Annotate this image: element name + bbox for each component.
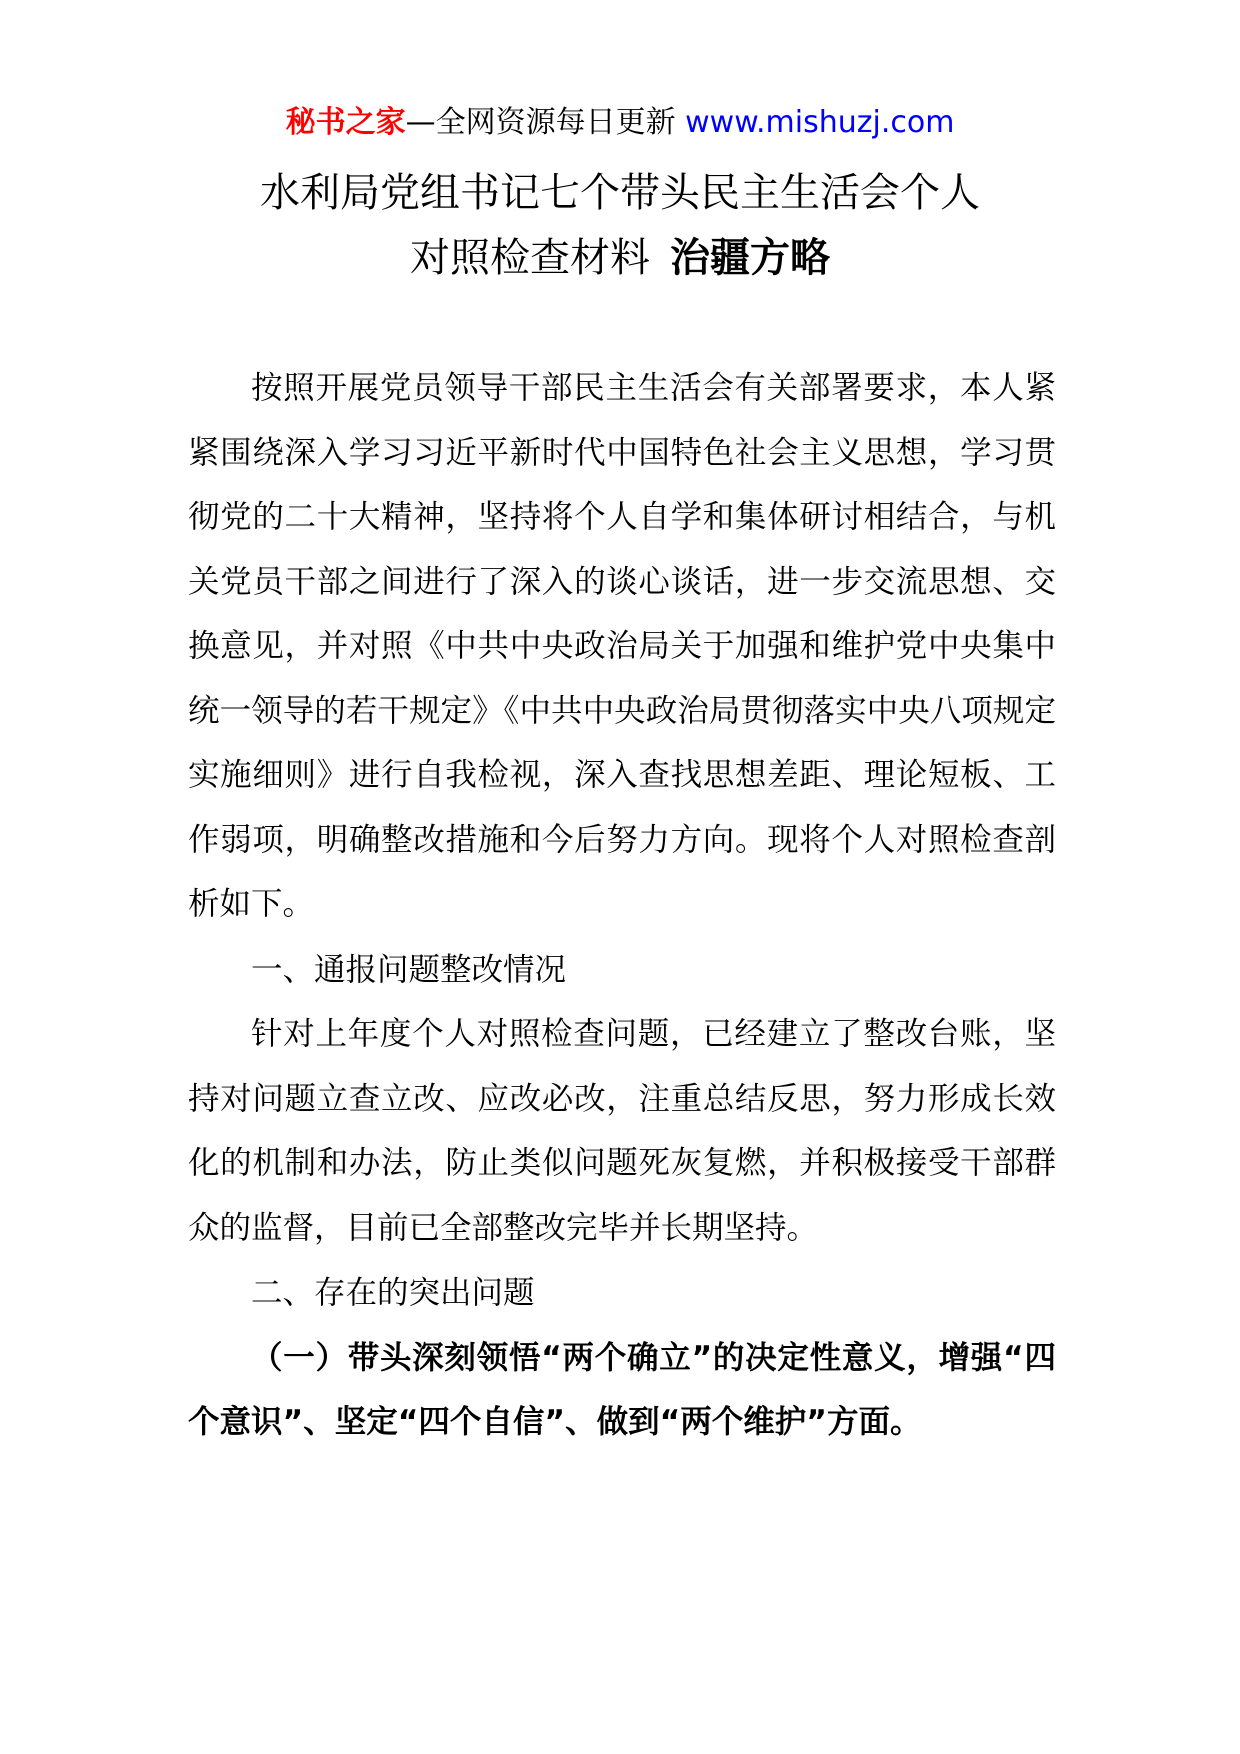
document-title-line-2-text: 对照检查材料 — [410, 235, 650, 281]
document-body — [188, 356, 1056, 1455]
brand-slogan: —全网资源每日更新 — [405, 105, 676, 140]
intro-paragraph: 按照开展党员领导干部民主生活会有关部署要求，本人紧紧围绕深入学习习近平新时代中国特色社会主义思想，学习贯彻党的二十大精神，坚持将个人自学和集体研讨相结合，与机关党员干部之间进行了深入的谈心谈话，进一步交流思想、交换意见，并对照《中共中央政治局关于加强和维护党中央集中统一领导的若干规定》《中共中央政治局贯彻落实中央八项规定实施细则》进行自我检视，深入查找思想差距、理论短板、工作弱项，明确整改措施和今后努力方向。现将个人对照检查剖析如下。 — [188, 370, 1056, 922]
section-heading-1: 一、通报问题整改情况 — [251, 951, 567, 988]
document-title-line-2 — [0, 230, 1240, 286]
subsection-heading-1: （一）带头深刻领悟“两个确立”的决定性意义，增强“四个意识”、坚定“四个自信”、做到“两个维护”方面。 — [188, 1339, 1056, 1440]
brand-name: 秘书之家 — [285, 105, 406, 140]
brand-url-link[interactable]: www.mishuzj.com — [685, 105, 955, 140]
section-heading-2: 二、存在的突出问题 — [251, 1275, 535, 1311]
watermark-header — [0, 103, 1240, 143]
document-title-line-1: 水利局党组书记七个带头民主生活会个人 — [260, 170, 980, 216]
document-title-bold-tag: 治疆方略 — [670, 235, 830, 281]
section-1-paragraph: 针对上年度个人对照检查问题，已经建立了整改台账，坚持对问题立查立改、应改必改，注重总结反思，努力形成长效化的机制和办法，防止类似问题死灰复燃，并积极接受干部群众的监督，目前已全部整改完毕并长期坚持。 — [188, 1016, 1056, 1246]
